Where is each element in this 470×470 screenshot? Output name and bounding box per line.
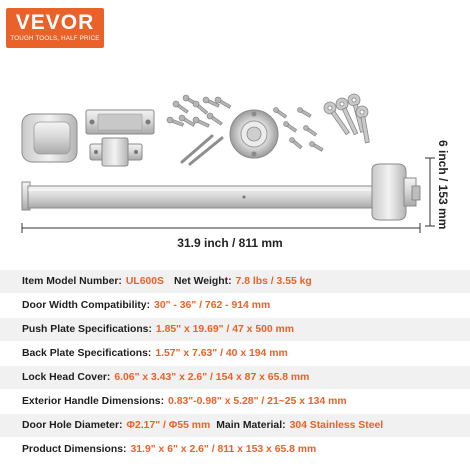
height-dimension-label: 6 inch / 153 mm xyxy=(436,140,450,230)
spec-label: Exterior Handle Dimensions: xyxy=(22,396,165,407)
spec-label: Push Plate Specifications: xyxy=(22,324,152,335)
product-illustration xyxy=(0,80,470,260)
spec-label-2: Net Weight: xyxy=(174,276,232,287)
spec-value: UL600S xyxy=(125,276,164,287)
spec-row-exterior-handle xyxy=(0,390,470,413)
spec-label: Product Dimensions: xyxy=(22,444,127,455)
spec-value: 1.57" x 7.63" / 40 x 194 mm xyxy=(155,348,288,359)
spec-label: Door Width Compatibility: xyxy=(22,300,151,311)
spec-label: Item Model Number: xyxy=(22,276,122,287)
length-dimension-line xyxy=(22,223,420,233)
spec-table xyxy=(0,268,470,470)
brand-logo xyxy=(6,8,104,48)
spec-row-door-width xyxy=(0,294,470,317)
spec-row-product-dimensions xyxy=(0,438,470,461)
spec-value: 6.06" x 3.43" x 2.6" / 154 x 87 x 65.8 mm xyxy=(114,372,310,383)
handle-rosette xyxy=(230,110,278,158)
spec-value-2: 7.8 lbs / 3.55 kg xyxy=(235,276,312,287)
spec-row-push-plate xyxy=(0,318,470,341)
length-dimension-label: 31.9 inch / 811 mm xyxy=(177,236,283,250)
mounting-rods xyxy=(182,136,222,164)
spec-label: Back Plate Specifications: xyxy=(22,348,152,359)
strike-plate xyxy=(90,138,142,166)
back-plate xyxy=(86,110,154,134)
spec-label: Lock Head Cover: xyxy=(22,372,111,383)
spec-value: Φ2.17" / Φ55 mm xyxy=(126,420,211,431)
keys xyxy=(322,93,374,144)
spec-value: 30" - 36" / 762 - 914 mm xyxy=(154,300,271,311)
spec-value: 1.85" x 19.69" / 47 x 500 mm xyxy=(155,324,295,335)
brand-name: VEVOR xyxy=(15,11,95,34)
spec-value: 0.83"-0.98" x 5.28" / 21~25 x 134 mm xyxy=(168,396,347,407)
spec-label-2: Main Material: xyxy=(216,420,286,431)
spec-row-model xyxy=(0,270,470,293)
spec-row-back-plate xyxy=(0,342,470,365)
spec-value: 31.9" x 6" x 2.6" / 811 x 153 x 65.8 mm xyxy=(130,444,317,455)
lock-head-cover xyxy=(22,114,77,162)
spec-row-lock-head xyxy=(0,366,470,389)
spec-value-2: 304 Stainless Steel xyxy=(289,420,384,431)
spec-row-door-hole xyxy=(0,414,470,437)
brand-tagline: TOUGH TOOLS, HALF PRICE xyxy=(10,35,100,42)
push-bar xyxy=(22,164,420,220)
spec-label: Door Hole Diameter: xyxy=(22,420,123,431)
